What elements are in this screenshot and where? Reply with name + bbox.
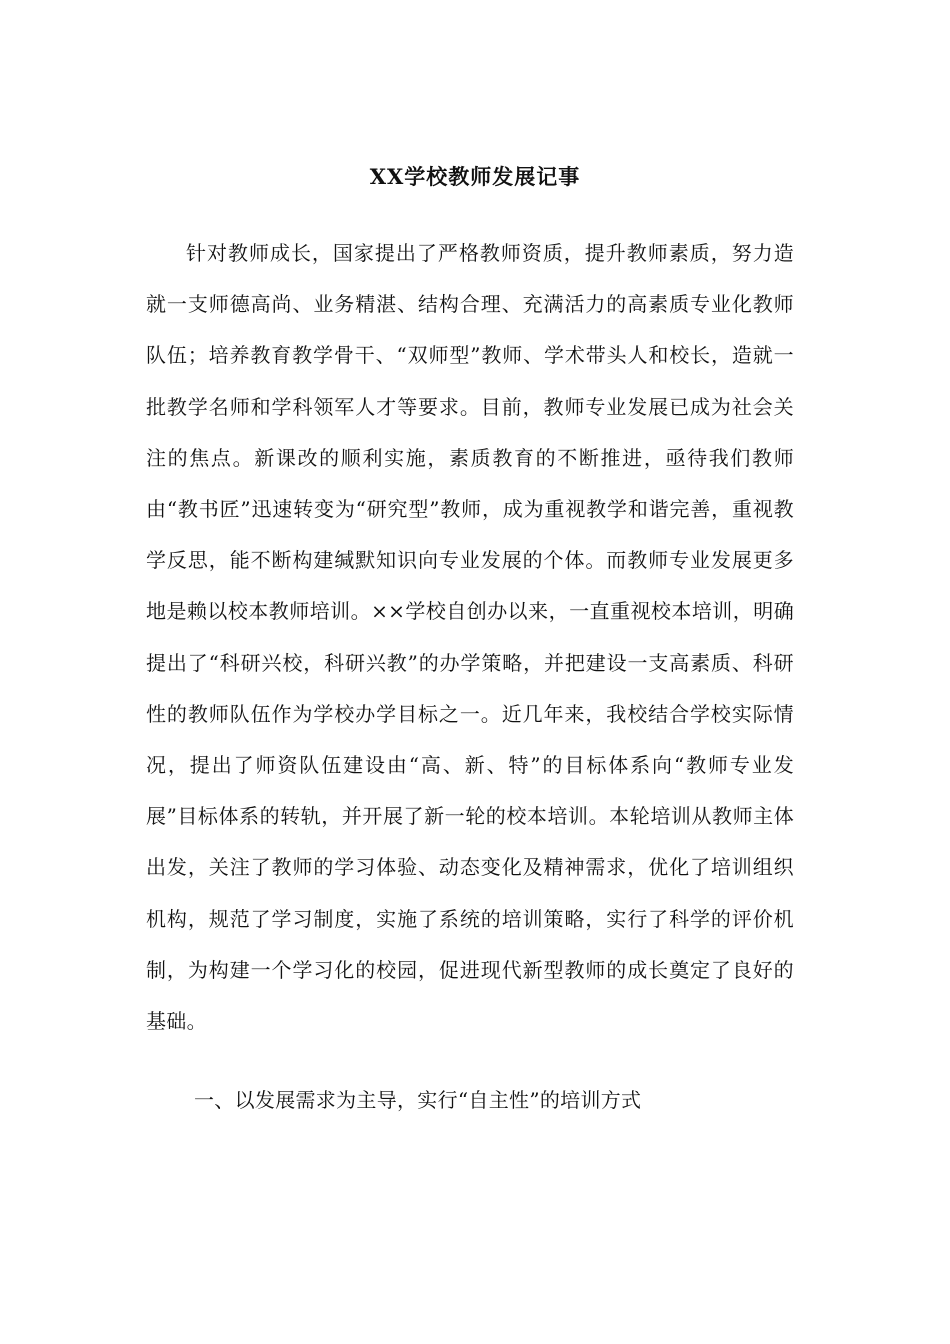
body-paragraph: 针对教师成长，国家提出了严格教师资质，提升教师素质，努力造就一支师德高尚、业务精湛、结构合理、充满活力的高素质专业化教师队伍；培养教育教学骨干、“双师型”教师、学术带头人和校长，造就一批教学名师和学科领军人才等要求。目前，教师专业发展已成为社会关注的焦点。新课改的顺利实施，素质教育的不断推进，亟待我们教师由“教书匠”迅速转变为“研究型”教师，成为重视教学和谐完善，重视教学反思，能不断构建缄默知识向专业发展的个体。而教师专业发展更多地是赖以校本教师培训。××学校自创办以来，一直重视校本培训，明确提出了“科研兴校，科研兴教”的办学策略，并把建设一支高素质、科研性的教师队伍作为学校办学目标之一。近几年来，我校结合学校实际情况，提出了师资队伍建设由“高、新、特”的目标体系向“教师专业发展”目标体系的转轨，并开展了新一轮的校本培训。本轮培训从教师主体出发，关注了教师的学习体验、动态变化及精神需求，优化了培训组织机构，规范了学习制度，实施了系统的培训策略，实行了科学的评价机制，为构建一个学习化的校园，促进现代新型教师的成长奠定了良好的基础。 [146,241,794,1034]
document-title: XX学校教师发展记事 [369,164,581,189]
section-heading: 一、以发展需求为主导，实行“自主性”的培训方式 [194,1088,642,1112]
